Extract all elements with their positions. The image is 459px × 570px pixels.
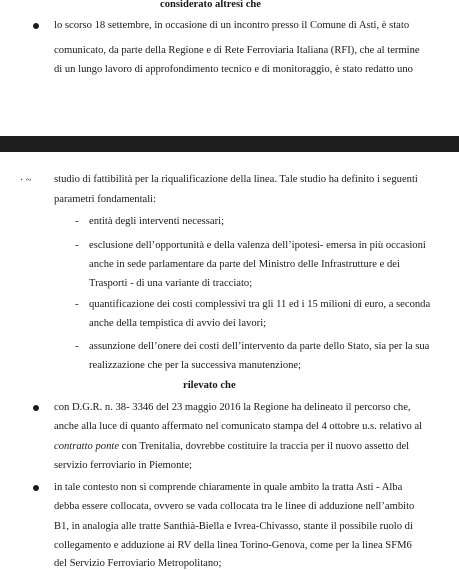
list-item-line: anche della tempistica di avvio dei lavori; <box>89 318 267 329</box>
paragraph-line: studio di fattibilità per la riqualificazione della linea. Tale studio ha definito i seguenti <box>54 174 418 185</box>
paragraph-line: con D.G.R. n. 38- 3346 del 23 maggio 2016 la Regione ha delineato il percorso che, <box>54 402 411 413</box>
paragraph-line <box>54 440 409 453</box>
section-heading-considerato: considerato altresì che <box>160 0 262 10</box>
list-item-line: realizzazione che per la successiva manutenzione; <box>89 360 302 371</box>
paragraph-line: parametri fondamentali: <box>54 194 157 205</box>
page-separator-bar <box>0 136 459 152</box>
dash-marker: - <box>75 299 79 310</box>
paragraph-line: servizio ferroviario in Piemonte; <box>54 460 192 471</box>
bullet-marker <box>33 23 39 29</box>
list-item-line: anche in sede parlamentare da parte del Ministro delle Infrastrutture e dei <box>89 259 400 270</box>
paragraph-line: B1, in analogia alle tratte Santhià-Biella e Ivrea-Chivasso, stante il possibile ruolo di <box>54 521 413 532</box>
section-heading-rilevato: rilevato che <box>183 380 236 391</box>
paragraph-line: del Servizio Ferroviario Metropolitano; <box>54 558 222 569</box>
bullet-marker <box>33 485 39 491</box>
paragraph-line: comunicato, da parte della Regione e di Rete Ferroviaria Italiana (RFI), che al termine <box>54 45 420 56</box>
paragraph-line-rest: con Trenitalia, dovrebbe costituire la traccia per il nuovo assetto del <box>119 441 410 452</box>
list-item-line: quantificazione dei costi complessivi tra gli 11 ed i 15 milioni di euro, a seconda <box>89 299 431 310</box>
dash-marker: - <box>75 341 79 352</box>
list-item-line: entità degli interventi necessari; <box>89 216 225 227</box>
paragraph-line: debba essere collocata, ovvero se vada collocata tra le linee di adduzione nell’ambito <box>54 501 415 512</box>
paragraph-line: collegamento e adduzione ai RV della linea Torino-Genova, come per la linea SFM6 <box>54 540 412 551</box>
paragraph-line: lo scorso 18 settembre, in occasione di un incontro presso il Comune di Asti, è stato <box>54 20 410 31</box>
paragraph-line: anche alla luce di quanto affermato nel comunicato stampa del 4 ottobre u.s. relativo al <box>54 421 423 432</box>
list-item-line: Trasporti - di una variante di tracciato; <box>89 278 253 289</box>
list-item-line: assunzione dell’onere dei costi dell’intervento da parte dello Stato, sia per la sua <box>89 341 430 352</box>
page-gap <box>0 152 459 166</box>
dash-marker: - <box>75 240 79 251</box>
list-item-line: esclusione dell’opportunità e della valenza dell’ipotesi- emersa in più occasioni <box>89 240 426 251</box>
paragraph-line: di un lungo lavoro di approfondimento tecnico e di monitoraggio, è stato redatto uno <box>54 64 413 75</box>
dash-marker: - <box>75 216 79 227</box>
margin-scribble: · ~ <box>20 175 32 186</box>
bullet-marker <box>33 405 39 411</box>
italic-term: contratto ponte <box>54 441 120 452</box>
paragraph-line: in tale contesto non si comprende chiaramente in quale ambito la tratta Asti - Alba <box>54 482 403 493</box>
